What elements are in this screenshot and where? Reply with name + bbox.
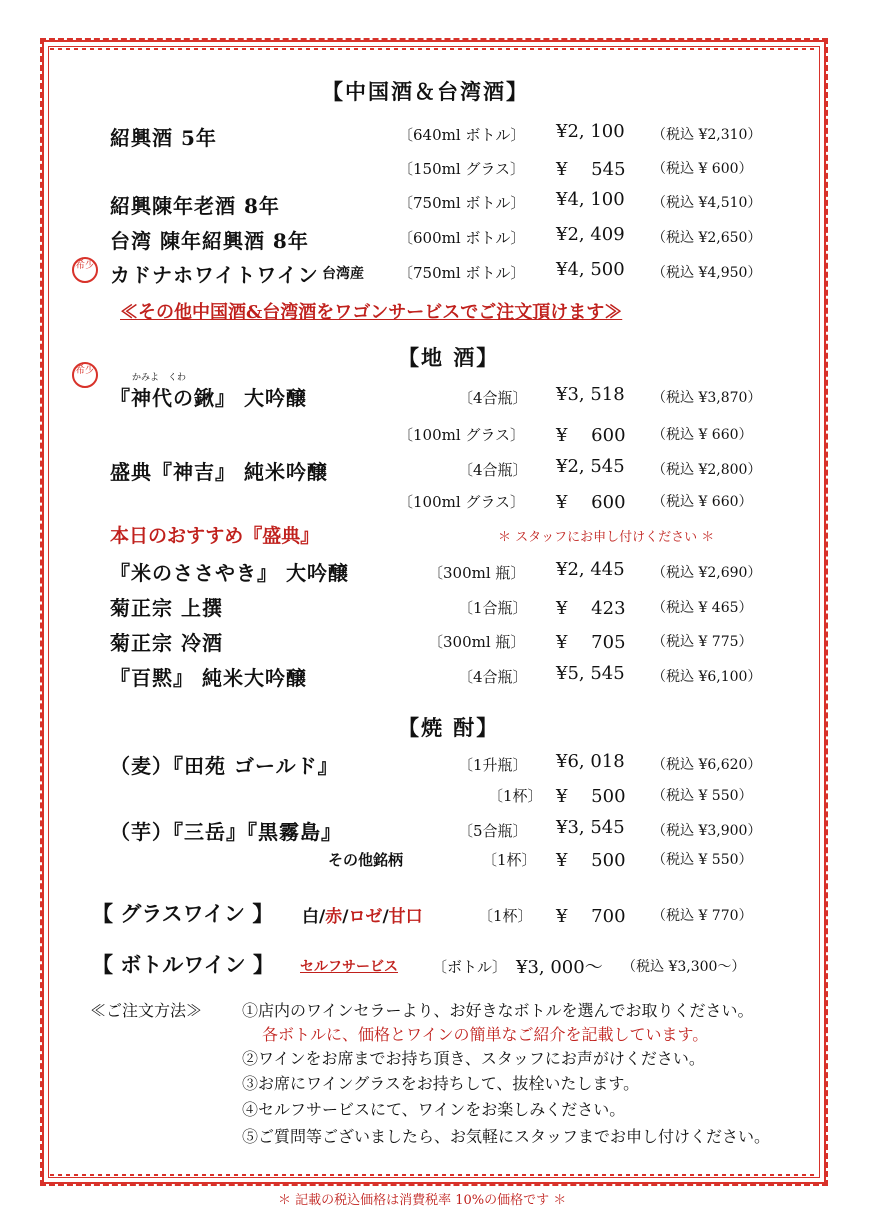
item-unit: 〔640ml ボトル〕 xyxy=(398,126,526,144)
item-unit: 〔750ml ボトル〕 xyxy=(398,264,526,282)
item-tax: （税込 ¥4,950） xyxy=(652,265,762,281)
item-name: その他銘柄 xyxy=(328,851,404,869)
item-tax: （税込 ¥ 660） xyxy=(652,494,753,510)
bottle-price: ¥3, 000〜 xyxy=(516,957,603,978)
order-step-4: ④セルフサービスにて、ワインをお楽しみください。 xyxy=(242,1100,626,1119)
order-step-5: ⑤ご質問等ございましたら、お気軽にスタッフまでお申し付けください。 xyxy=(242,1127,771,1146)
glass-wine-types: 白/赤/ロゼ/甘口 xyxy=(302,907,423,927)
item-price: ¥3, 518 xyxy=(556,384,625,405)
item-unit: 〔5合瓶〕 xyxy=(458,822,528,840)
section-title-shochu: 【焼 酎】 xyxy=(398,715,500,740)
item-price: ¥ 500 xyxy=(556,786,626,807)
item-price: ¥ 500 xyxy=(556,850,626,871)
glass-wine-title: 【 グラスワイン 】 xyxy=(92,901,274,926)
wine-rose: ロゼ xyxy=(348,907,383,927)
item-tax: （税込 ¥2,650） xyxy=(652,230,762,246)
item-tax: （税込 ¥ 465） xyxy=(652,600,753,616)
order-step-1: ①店内のワインセラーより、お好きなボトルを選んでお取りください。 xyxy=(242,1001,754,1020)
item-tax: （税込 ¥2,690） xyxy=(652,565,762,581)
item-unit: 〔1升瓶〕 xyxy=(458,756,528,774)
bottle-wine-title: 【 ボトルワイン 】 xyxy=(92,952,274,977)
item-price: ¥2, 445 xyxy=(556,559,625,580)
item-tax: （税込 ¥2,310） xyxy=(652,127,762,143)
rare-badge: 希少 xyxy=(72,257,98,283)
item-tax: （税込 ¥3,870） xyxy=(652,390,762,406)
section-title-chinese: 【中国酒＆台湾酒】 xyxy=(322,79,529,104)
wine-red: 赤 xyxy=(325,907,343,927)
item-unit: 〔150ml グラス〕 xyxy=(398,160,525,178)
item-price: ¥3, 545 xyxy=(556,817,625,838)
item-name: 『神代の鍬』 大吟醸 xyxy=(110,386,307,410)
order-method-label: ≪ご注文方法≫ xyxy=(90,1001,203,1020)
item-price: ¥ 423 xyxy=(556,598,626,619)
item-price: ¥5, 545 xyxy=(556,663,625,684)
self-service-label: セルフサービス xyxy=(300,959,398,975)
recommendation-note: ＊ スタッフにお申し付けください ＊ xyxy=(498,530,715,545)
item-name: 紹興酒 5年 xyxy=(110,126,217,150)
item-unit: 〔750ml ボトル〕 xyxy=(398,194,526,212)
item-price: ¥ 705 xyxy=(556,632,626,653)
item-name: カドナホワイトワイン xyxy=(110,263,319,287)
item-price: ¥4, 100 xyxy=(556,189,625,210)
item-unit: 〔600ml ボトル〕 xyxy=(398,229,526,247)
todays-recommendation: 本日のおすすめ『盛典』 xyxy=(110,525,320,547)
order-step-1-note: 各ボトルに、価格とワインの簡単なご紹介を記載しています。 xyxy=(262,1025,709,1044)
item-name: 『米のささやき』 大吟醸 xyxy=(110,561,349,585)
footer-tax-note: ＊ 記載の税込価格は消費税率 10%の価格です ＊ xyxy=(278,1193,567,1208)
item-tax: （税込 ¥2,800） xyxy=(652,462,762,478)
item-tax: （税込 ¥ 600） xyxy=(652,161,753,177)
item-name: （芋）『三岳』『黒霧島』 xyxy=(110,820,342,844)
furigana: かみよ くわ xyxy=(132,373,187,383)
item-tax: （税込 ¥3,900） xyxy=(652,823,762,839)
rare-badge: 希少 xyxy=(72,362,98,388)
item-tax: （税込 ¥ 550） xyxy=(652,788,753,804)
item-unit: 〔1合瓶〕 xyxy=(458,599,528,617)
item-origin: 台湾産 xyxy=(322,266,364,282)
glass-tax: （税込 ¥ 770） xyxy=(652,908,753,924)
item-unit: 〔100ml グラス〕 xyxy=(398,493,525,511)
wagon-service-note: ≪その他中国酒&台湾酒をワゴンサービスでご注文頂けます≫ xyxy=(120,302,623,323)
item-unit: 〔4合瓶〕 xyxy=(458,389,528,407)
glass-unit: 〔1杯〕 xyxy=(478,907,533,925)
item-name: 菊正宗 冷酒 xyxy=(110,631,223,655)
item-price: ¥ 600 xyxy=(556,425,626,446)
wine-sweet: 甘口 xyxy=(388,907,423,927)
item-unit: 〔4合瓶〕 xyxy=(458,668,528,686)
wine-white: 白 xyxy=(302,907,319,927)
order-step-2: ②ワインをお席までお持ち頂き、スタッフにお声がけください。 xyxy=(242,1049,705,1068)
item-tax: （税込 ¥6,620） xyxy=(652,757,762,773)
bottle-unit: 〔ボトル〕 xyxy=(432,958,508,976)
item-tax: （税込 ¥4,510） xyxy=(652,195,762,211)
item-price: ¥6, 018 xyxy=(556,751,625,772)
item-price: ¥2, 100 xyxy=(556,121,625,142)
item-unit: 〔300ml 瓶〕 xyxy=(428,633,526,651)
item-name: （麦）『田苑 ゴールド』 xyxy=(110,754,339,778)
item-name: 紹興陳年老酒 8年 xyxy=(110,194,280,218)
item-price: ¥2, 409 xyxy=(556,224,625,245)
item-tax: （税込 ¥6,100） xyxy=(652,669,762,685)
item-unit: 〔1杯〕 xyxy=(482,851,537,869)
item-price: ¥ 545 xyxy=(556,159,626,180)
item-price: ¥ 600 xyxy=(556,492,626,513)
section-title-jizake: 【地 酒】 xyxy=(398,345,500,370)
item-name: 『百黙』 純米大吟醸 xyxy=(110,666,307,690)
item-tax: （税込 ¥ 660） xyxy=(652,427,753,443)
item-unit: 〔1杯〕 xyxy=(488,787,543,805)
item-tax: （税込 ¥ 775） xyxy=(652,634,753,650)
item-unit: 〔300ml 瓶〕 xyxy=(428,564,526,582)
item-price: ¥2, 545 xyxy=(556,456,625,477)
bottle-tax: （税込 ¥3,300〜） xyxy=(622,959,746,975)
order-step-3: ③お席にワイングラスをお持ちして、抜栓いたします。 xyxy=(242,1074,640,1093)
item-tax: （税込 ¥ 550） xyxy=(652,852,753,868)
item-unit: 〔100ml グラス〕 xyxy=(398,426,525,444)
item-name: 台湾 陳年紹興酒 8年 xyxy=(110,229,309,253)
item-price: ¥4, 500 xyxy=(556,259,625,280)
item-unit: 〔4合瓶〕 xyxy=(458,461,528,479)
item-name: 菊正宗 上撰 xyxy=(110,596,223,620)
glass-price: ¥ 700 xyxy=(556,906,626,927)
item-name: 盛典『神吉』 純米吟醸 xyxy=(110,460,328,484)
